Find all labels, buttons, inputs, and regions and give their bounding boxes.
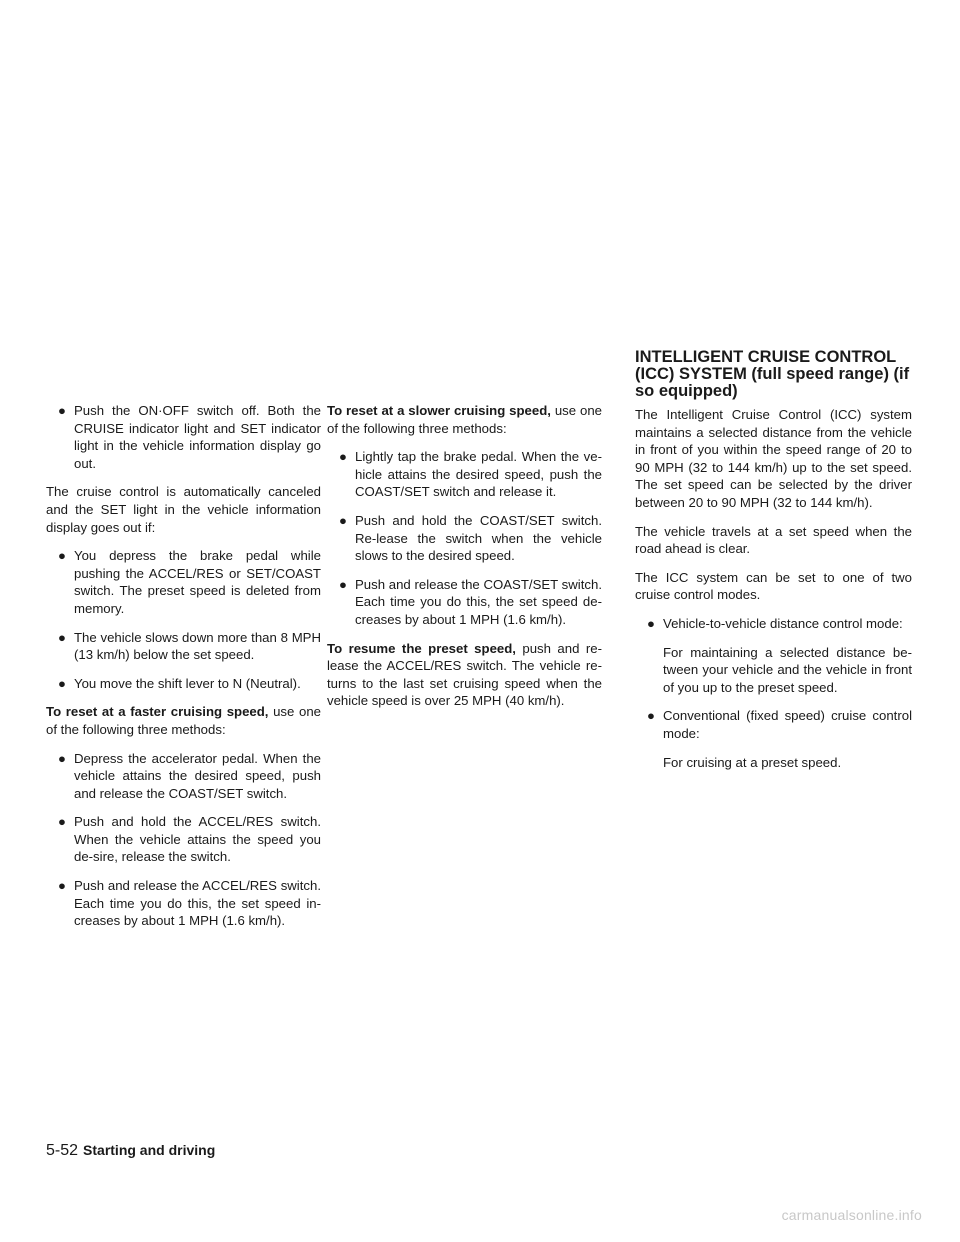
bullet-icon: ● [339,512,347,528]
list-item-text: You depress the brake pedal while pushing the ACCEL/RES or SET/COAST switch. The preset speed is deleted from memory. [74,548,321,616]
page-number: 5-52 [46,1142,79,1159]
paragraph [46,703,321,738]
bullet-icon: ● [58,750,66,766]
list-item [327,576,602,629]
bullet-icon: ● [58,675,66,691]
bullet-icon: ● [339,449,347,465]
list-item [46,547,321,617]
list-item-text: Push the ON·OFF switch off. Both the CRUISE indicator light and SET indicator light in the vehicle information display go out. [74,403,321,471]
section-heading: INTELLIGENT CRUISE CONTROL (ICC) SYSTEM (full speed range) (if so equipped) [635,348,910,400]
list-item [46,750,321,803]
footer-section-title: Starting and driving [83,1142,216,1158]
column-right [635,406,912,782]
list-item [327,448,602,501]
list-item-detail: For maintaining a selected distance be-tween your vehicle and the vehicle in front of you up to the preset speed. [663,644,912,695]
list-item-text: You move the shift lever to N (Neutral). [74,675,301,691]
list-item-text: Vehicle-to-vehicle distance control mode: [663,615,903,631]
list-item-text: Depress the accelerator pedal. When the vehicle attains the desired speed, push and release the COAST/SET switch. [74,750,321,801]
bullet-icon: ● [647,615,655,631]
paragraph: The vehicle travels at a set speed when the road ahead is clear. [635,523,912,557]
list-item-detail: For cruising at a preset speed. [663,754,842,770]
page-footer [46,1142,215,1160]
paragraph-text: use one of the following three methods: [46,704,321,737]
column-left [46,402,321,941]
list-item [46,813,321,866]
list-item [327,512,602,565]
list-item [46,877,321,930]
bullet-icon: ● [339,576,347,592]
paragraph: The cruise control is automatically canceled and the SET light in the vehicle information display goes out if: [46,484,321,535]
column-middle [327,402,602,721]
list-item-text: Push and release the COAST/SET switch. Each time you do this, the set speed de-creases by about 1 MPH (1.6 km/h). [355,576,602,627]
bullet-icon: ● [58,878,66,894]
list-item-text: Conventional (fixed speed) cruise control mode: [663,708,912,741]
paragraph-lead: To reset at a slower cruising speed, [327,403,551,418]
bullet-icon: ● [58,403,66,418]
paragraph-lead: To reset at a faster cruising speed, [46,704,269,720]
bullet-icon: ● [647,708,655,724]
bullet-icon: ● [58,629,66,645]
paragraph-lead: To resume the preset speed, [327,640,516,656]
paragraph: The ICC system can be set to one of two cruise control modes. [635,569,912,603]
paragraph-text: push and re-lease the ACCEL/RES switch. The vehicle re-turns to the last set cruising speed when the vehicle speed is over 25 MPH (40 km/h). [327,640,602,709]
bullet-icon: ● [58,548,66,564]
list-item-text: Lightly tap the brake pedal. When the ve-hicle attains the desired speed, push the COAST/SET switch and release it. [355,449,602,500]
list-item [46,402,321,472]
list-item-text: The vehicle slows down more than 8 MPH (13 km/h) below the set speed. [74,629,321,663]
list-item [46,675,321,693]
paragraph [327,640,602,710]
list-item-text: Push and hold the COAST/SET switch. Re-lease the switch when the vehicle slows to the desired speed. [355,512,602,564]
paragraph [327,402,602,437]
list-item-text: Push and hold the ACCEL/RES switch. When the vehicle attains the speed you de-sire, release the switch. [74,814,321,865]
bullet-icon: ● [58,814,66,830]
paragraph: The Intelligent Cruise Control (ICC) system maintains a selected distance from the vehicle in front of you within the speed range of 20 to 90 MPH (32 to 144 km/h) up to the set speed. The set speed can be selected by the driver between 20 to 90 MPH (32 to 144 km/h). [635,407,912,510]
watermark: carmanualsonline.info [781,1207,922,1223]
list-item [635,707,912,742]
paragraph-text: use one of the following three methods: [327,403,602,436]
list-item [635,615,912,633]
list-item-text: Push and release the ACCEL/RES switch. Each time you do this, the set speed in-creases by about 1 MPH (1.6 km/h). [74,878,321,929]
list-item [46,629,321,664]
